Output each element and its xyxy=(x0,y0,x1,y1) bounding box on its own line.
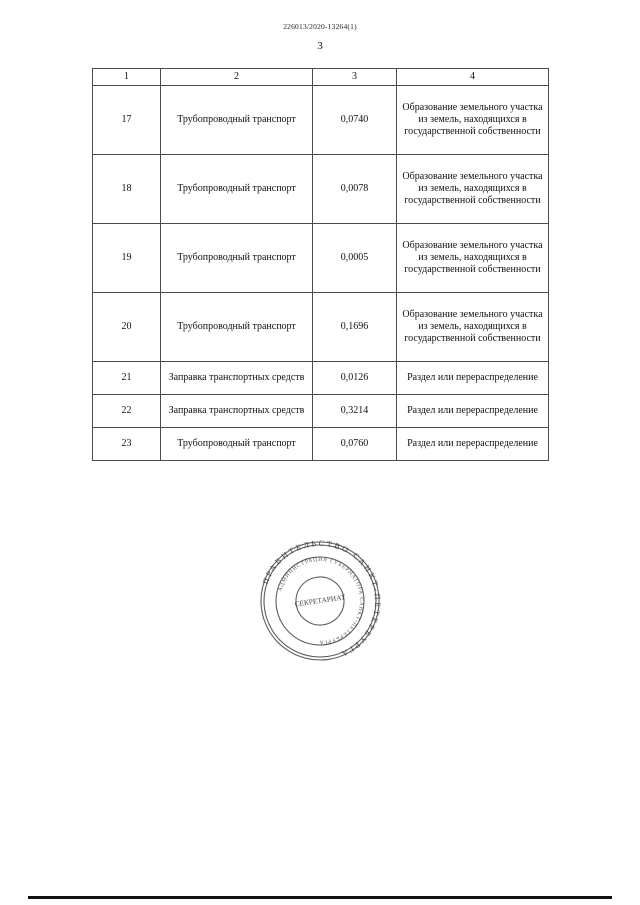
row-number: 18 xyxy=(93,155,161,224)
document-code: 226013/2020-13264(1) xyxy=(283,22,357,31)
svg-text:АДМИНИСТРАЦИЯ ГУБЕРНАТОРА САНК: АДМИНИСТРАЦИЯ ГУБЕРНАТОРА САНКТ-ПЕТЕРБУРГА xyxy=(277,556,365,646)
table-row xyxy=(93,293,549,362)
row-action: Раздел или перераспределение xyxy=(397,362,549,395)
land-plots-table xyxy=(92,68,549,461)
svg-text:СЕКРЕТАРИАТ: СЕКРЕТАРИАТ xyxy=(293,592,346,609)
row-area: 0,1696 xyxy=(313,293,397,362)
row-area: 0,0078 xyxy=(313,155,397,224)
row-number: 23 xyxy=(93,428,161,461)
row-area: 0,0005 xyxy=(313,224,397,293)
row-number: 20 xyxy=(93,293,161,362)
column-header-1: 1 xyxy=(93,69,161,86)
column-header-3: 3 xyxy=(313,69,397,86)
row-purpose: Трубопроводный транспорт xyxy=(161,224,313,293)
bottom-rule xyxy=(28,896,612,899)
column-header-4: 4 xyxy=(397,69,549,86)
row-action: Раздел или перераспределение xyxy=(397,395,549,428)
row-area: 0,0126 xyxy=(313,362,397,395)
row-action: Образование земельного участка из земель, находящихся в государственной собственности xyxy=(397,155,549,224)
table-row xyxy=(93,155,549,224)
row-number: 21 xyxy=(93,362,161,395)
row-purpose: Заправка транспортных средств xyxy=(161,395,313,428)
row-purpose: Трубопроводный транспорт xyxy=(161,86,313,155)
page-number: 3 xyxy=(317,40,323,52)
row-purpose: Заправка транспортных средств xyxy=(161,362,313,395)
row-area: 0,0760 xyxy=(313,428,397,461)
row-area: 0,0740 xyxy=(313,86,397,155)
row-purpose: Трубопроводный транспорт xyxy=(161,428,313,461)
column-header-2: 2 xyxy=(161,69,313,86)
row-action: Образование земельного участка из земель, находящихся в государственной собственности xyxy=(397,224,549,293)
row-number: 17 xyxy=(93,86,161,155)
table-row xyxy=(93,428,549,461)
row-purpose: Трубопроводный транспорт xyxy=(161,293,313,362)
row-purpose: Трубопроводный транспорт xyxy=(161,155,313,224)
row-action: Образование земельного участка из земель, находящихся в государственной собственности xyxy=(397,86,549,155)
table-row xyxy=(93,224,549,293)
row-number: 22 xyxy=(93,395,161,428)
row-action: Образование земельного участка из земель, находящихся в государственной собственности xyxy=(397,293,549,362)
table-row xyxy=(93,362,549,395)
official-stamp-icon xyxy=(252,533,388,669)
row-number: 19 xyxy=(93,224,161,293)
table-row xyxy=(93,86,549,155)
table-header-row xyxy=(93,69,549,86)
row-action: Раздел или перераспределение xyxy=(397,428,549,461)
svg-text:ПРАВИТЕЛЬСТВО САНКТ-ПЕТЕРБУРГА: ПРАВИТЕЛЬСТВО САНКТ-ПЕТЕРБУРГА xyxy=(260,538,383,660)
table-row xyxy=(93,395,549,428)
row-area: 0,3214 xyxy=(313,395,397,428)
